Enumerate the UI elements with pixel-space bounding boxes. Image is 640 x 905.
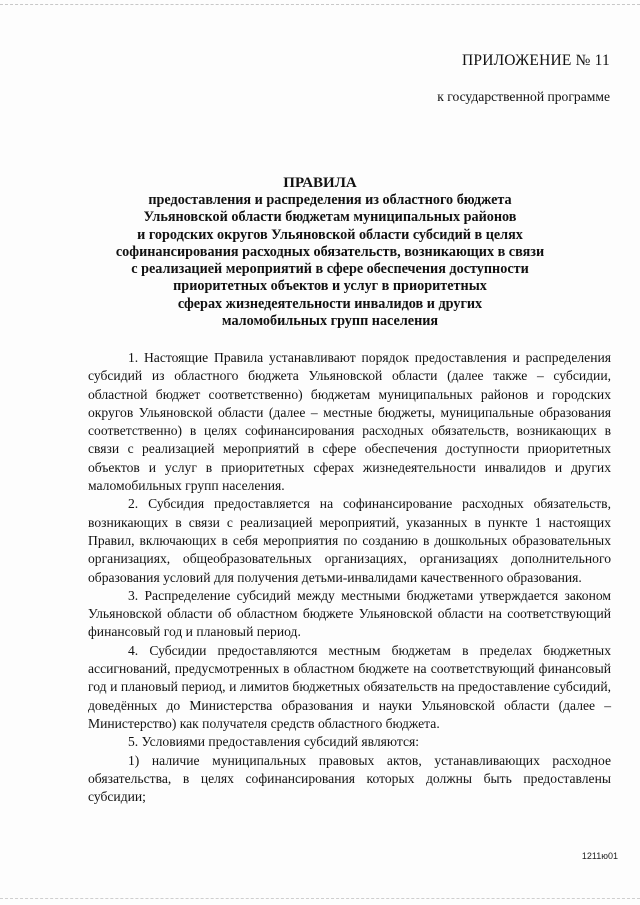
paragraph-4: 4. Субсидии предоставляются местным бюджетам в пределах бюджетных ассигнований, предусмотренных в областном бюджете на соответствующий финансовый год и плановый период, и лимитов бюджетных обязательств на предоставление субсидий, доведённых до Министерства образования и науки Ульяновской области (далее – Министерство) как получателя средств областного бюджета.	[88, 642, 611, 731]
paragraph-1: 1. Настоящие Правила устанавливают порядок предоставления и распределения субсидий из областного бюджета Ульяновской области (далее также – субсидии, областной бюджет соответственно) бюджетам муниципальных районов и городских округов Ульяновской области (далее – местные бюджеты, муниципальные образования соответственно) в целях софинансирования расходных обязательств, возникающих в связи с реализацией мероприятий в сфере обеспечения доступности приоритетных объектов и услуг в приоритетных сферах жизнедеятельности инвалидов и других маломобильных групп населения.	[88, 350, 611, 494]
paragraph-5-item-1: 1) наличие муниципальных правовых актов, устанавливающих расходное обязательства, в целях софинансирования которых должны быть предоставлены субсидии;	[88, 752, 611, 805]
subtitle-line: и городских округов Ульяновской области субсидий в целях	[137, 226, 523, 243]
subtitle-line: софинансирования расходных обязательств, возникающих в связи	[115, 243, 545, 260]
document-title: ПРАВИЛА	[283, 175, 357, 191]
appendix-subtitle: к государственной программе	[437, 89, 610, 104]
scan-edge-bottom	[0, 898, 640, 899]
subtitle-line: предоставления и распределения из областного бюджета	[148, 192, 512, 208]
paragraph-2: 2. Субсидия предоставляется на софинансирование расходных обязательств, возникающих в связи с реализацией мероприятий, указанных в пункте 1 настоящих Правил, включающих в себя мероприятия по созданию в дошкольных образовательных организациях, общеобразовательных организациях, организациях дополнительного образования условий для получения детьми-инвалидами качественного образования.	[88, 496, 611, 585]
paragraph-3: 3. Распределение субсидий между местными бюджетами утверждается законом Ульяновской области об областном бюджете Ульяновской области на соответствующий финансовый год и плановый период.	[88, 587, 611, 640]
paragraph-5: 5. Условиями предоставления субсидий являются:	[128, 734, 420, 750]
page-id: 1211ю01	[581, 851, 618, 861]
subtitle-line: приоритетных объектов и услуг в приоритетных	[173, 278, 487, 295]
document-body	[88, 349, 611, 806]
document-subtitle	[100, 192, 560, 330]
subtitle-line: Ульяновской области бюджетам муниципальных районов	[143, 209, 517, 226]
subtitle-line: с реализацией мероприятий в сфере обеспечения доступности	[131, 261, 529, 278]
scan-edge-top	[0, 4, 640, 5]
appendix-title: ПРИЛОЖЕНИЕ № 11	[461, 52, 610, 69]
subtitle-line: сферах жизнедеятельности инвалидов и других	[177, 295, 483, 312]
subtitle-line: маломобильных групп населения	[221, 313, 439, 330]
